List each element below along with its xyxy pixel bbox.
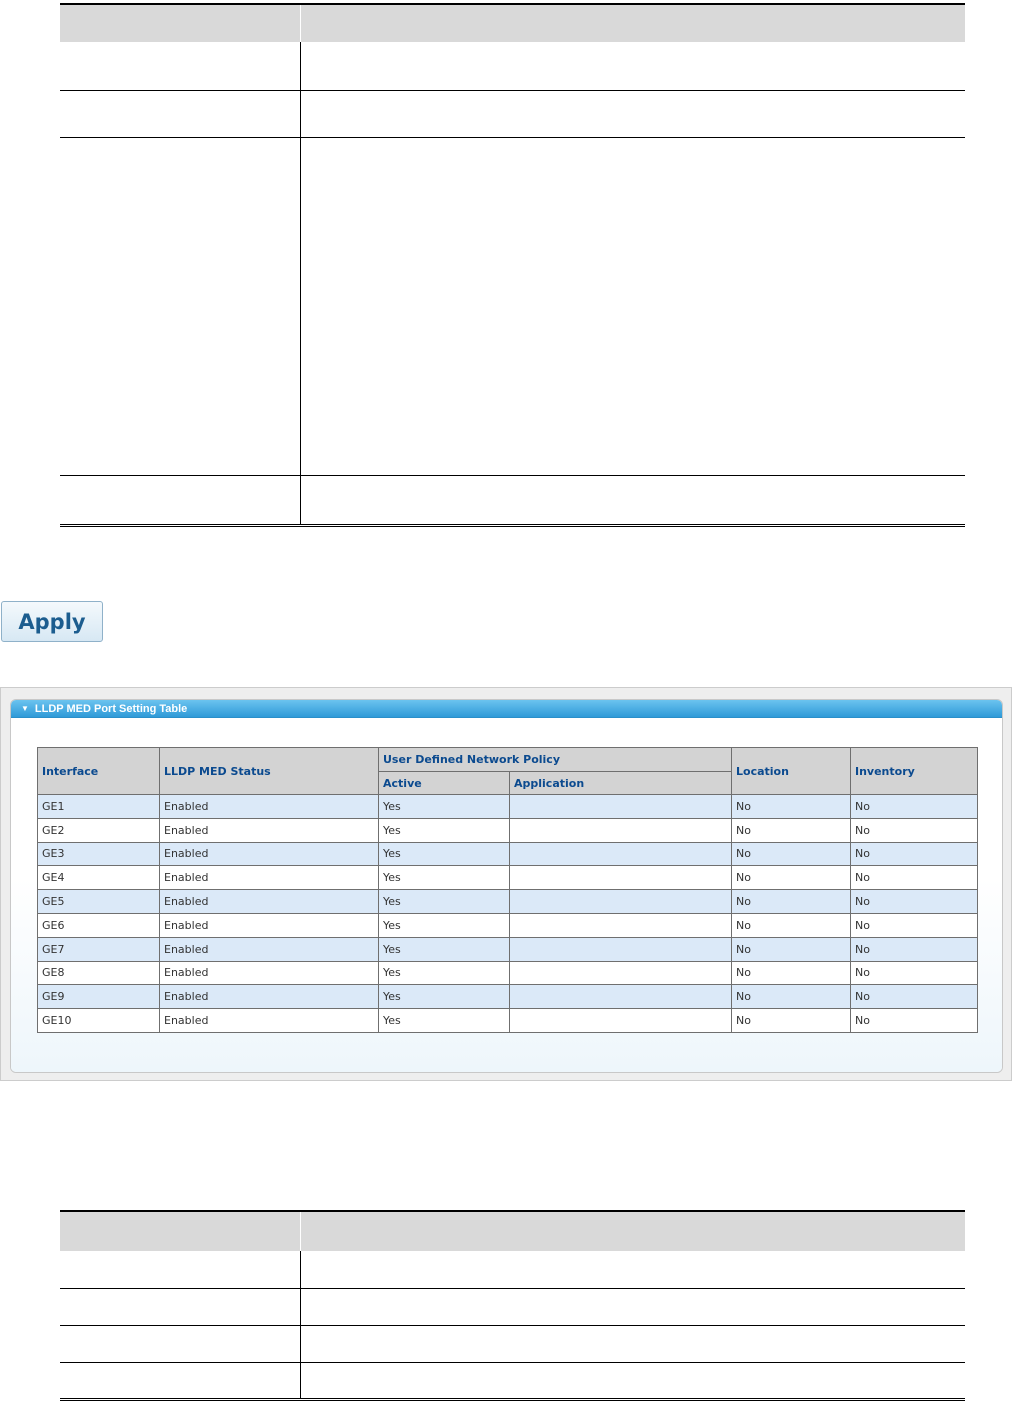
cell-active: Yes (379, 985, 510, 1009)
table-row[interactable] (38, 890, 978, 914)
cell-application (510, 913, 732, 937)
description-cell (300, 137, 965, 475)
description-header (300, 4, 965, 42)
cell-inventory: No (851, 818, 978, 842)
cell-status: Enabled (160, 985, 379, 1009)
panel-header[interactable] (11, 700, 1002, 718)
cell-active: Yes (379, 842, 510, 866)
object-cell (60, 1251, 300, 1288)
cell-application (510, 985, 732, 1009)
description-table-top (60, 3, 965, 527)
col-header-network-policy: User Defined Network Policy (379, 748, 732, 772)
object-cell (60, 42, 300, 90)
cell-location: No (732, 913, 851, 937)
cell-status: Enabled (160, 795, 379, 819)
cell-inventory: No (851, 985, 978, 1009)
cell-inventory: No (851, 842, 978, 866)
description-row (60, 1251, 965, 1288)
cell-interface: GE1 (38, 795, 160, 819)
col-header-lldp-med-status: LLDP MED Status (160, 748, 379, 795)
description-row (60, 90, 965, 137)
cell-inventory: No (851, 795, 978, 819)
description-cell (300, 1362, 965, 1399)
lldp-med-port-table (37, 747, 978, 1033)
apply-button[interactable]: Apply (1, 601, 103, 642)
description-cell (300, 90, 965, 137)
panel-title: LLDP MED Port Setting Table (34, 703, 188, 715)
description-cell (300, 1325, 965, 1362)
object-cell (60, 1288, 300, 1325)
cell-location: No (732, 795, 851, 819)
cell-inventory: No (851, 1009, 978, 1033)
cell-interface: GE9 (38, 985, 160, 1009)
object-cell (60, 475, 300, 525)
cell-application (510, 818, 732, 842)
table-row[interactable] (38, 866, 978, 890)
cell-status: Enabled (160, 913, 379, 937)
cell-location: No (732, 937, 851, 961)
cell-application (510, 890, 732, 914)
cell-status: Enabled (160, 1009, 379, 1033)
cell-application (510, 1009, 732, 1033)
collapse-triangle-icon[interactable]: ▼ (21, 704, 29, 713)
object-cell (60, 90, 300, 137)
cell-inventory: No (851, 913, 978, 937)
cell-location: No (732, 985, 851, 1009)
cell-active: Yes (379, 818, 510, 842)
cell-application (510, 866, 732, 890)
object-cell (60, 1362, 300, 1399)
cell-status: Enabled (160, 842, 379, 866)
table-row[interactable] (38, 937, 978, 961)
table-row[interactable] (38, 842, 978, 866)
description-table-header (60, 1211, 965, 1251)
cell-active: Yes (379, 795, 510, 819)
cell-inventory: No (851, 961, 978, 985)
col-header-location: Location (732, 748, 851, 795)
description-table-header (60, 4, 965, 42)
table-row[interactable] (38, 795, 978, 819)
description-cell (300, 1251, 965, 1288)
cell-location: No (732, 1009, 851, 1033)
description-row (60, 1288, 965, 1325)
object-header (60, 1211, 300, 1251)
cell-active: Yes (379, 890, 510, 914)
cell-status: Enabled (160, 866, 379, 890)
cell-location: No (732, 818, 851, 842)
cell-inventory: No (851, 890, 978, 914)
object-cell (60, 137, 300, 475)
cell-location: No (732, 890, 851, 914)
table-row[interactable] (38, 913, 978, 937)
table-row[interactable] (38, 1009, 978, 1033)
col-header-application: Application (510, 772, 732, 795)
cell-status: Enabled (160, 961, 379, 985)
description-cell (300, 475, 965, 525)
object-header (60, 4, 300, 42)
col-header-interface: Interface (38, 748, 160, 795)
cell-active: Yes (379, 961, 510, 985)
description-row (60, 475, 965, 525)
object-cell (60, 1325, 300, 1362)
cell-interface: GE8 (38, 961, 160, 985)
col-header-inventory: Inventory (851, 748, 978, 795)
description-row (60, 1362, 965, 1399)
description-header (300, 1211, 965, 1251)
cell-interface: GE2 (38, 818, 160, 842)
cell-interface: GE6 (38, 913, 160, 937)
cell-active: Yes (379, 937, 510, 961)
cell-interface: GE10 (38, 1009, 160, 1033)
cell-active: Yes (379, 913, 510, 937)
description-cell (300, 42, 965, 90)
table-header-row (38, 748, 978, 772)
cell-interface: GE5 (38, 890, 160, 914)
cell-inventory: No (851, 937, 978, 961)
cell-application (510, 795, 732, 819)
cell-location: No (732, 961, 851, 985)
description-table-bottom (60, 1210, 965, 1401)
cell-interface: GE4 (38, 866, 160, 890)
cell-interface: GE3 (38, 842, 160, 866)
cell-application (510, 937, 732, 961)
cell-interface: GE7 (38, 937, 160, 961)
description-row (60, 1325, 965, 1362)
cell-location: No (732, 842, 851, 866)
cell-status: Enabled (160, 818, 379, 842)
table-row[interactable] (38, 818, 978, 842)
description-row (60, 42, 965, 90)
cell-inventory: No (851, 866, 978, 890)
cell-application (510, 842, 732, 866)
description-row (60, 137, 965, 475)
table-row[interactable] (38, 985, 978, 1009)
col-header-active: Active (379, 772, 510, 795)
cell-application (510, 961, 732, 985)
cell-active: Yes (379, 1009, 510, 1033)
cell-location: No (732, 866, 851, 890)
cell-status: Enabled (160, 937, 379, 961)
description-cell (300, 1288, 965, 1325)
cell-active: Yes (379, 866, 510, 890)
cell-status: Enabled (160, 890, 379, 914)
table-row[interactable] (38, 961, 978, 985)
